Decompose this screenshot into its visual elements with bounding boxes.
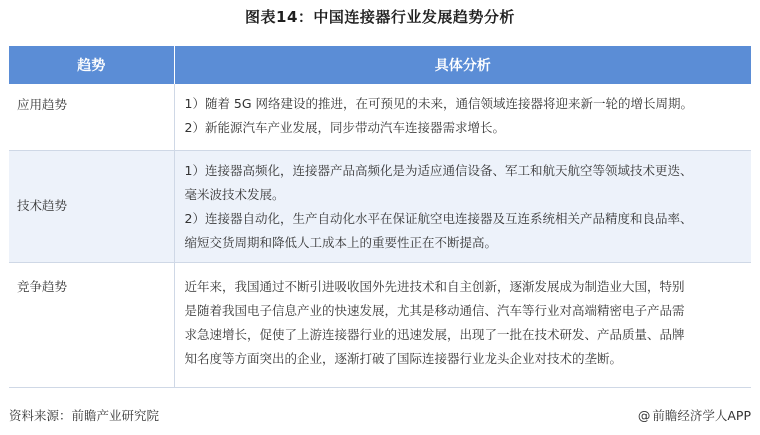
analysis-line: 缩短交货周期和降低人工成本上的重要性正在不断提高。	[184, 234, 498, 250]
trend-label: 技术趋势	[17, 197, 68, 213]
source-note: 资料来源：前瞻产业研究院	[9, 408, 160, 423]
analysis-line: 2）连接器自动化，生产自动化水平在保证航空电连接器及互连系统相关产品精度和良品率、	[184, 210, 693, 226]
analysis-line: 是随着我国电子信息产业的快速发展，尤其是移动通信、汽车等行业对高端精密电子产品需	[184, 302, 685, 318]
column-header-analysis: 具体分析	[174, 46, 751, 84]
analysis-line: 1）连接器高频化，连接器产品高频化是为适应通信设备、军工和航天航空等领域技术更迭、	[184, 162, 693, 178]
trend-label: 应用趋势	[17, 97, 68, 112]
brand-name: 前瞻经济学人APP	[652, 408, 751, 423]
at-sign-icon: @	[637, 408, 651, 423]
analysis-line: 2）新能源汽车产业发展，同步带动汽车连接器需求增长。	[184, 120, 505, 135]
trend-label: 竞争趋势	[17, 278, 68, 294]
table-row-competition	[9, 262, 751, 387]
trend-table	[9, 46, 751, 388]
table-header-row	[9, 46, 751, 84]
analysis-line: 求急速增长，促使了上游连接器行业的迅速发展，出现了一批在技术研发、产品质量、品牌	[184, 326, 685, 342]
table-row-technology	[9, 150, 751, 262]
column-header-trend: 趋势	[9, 46, 174, 84]
analysis-line: 1）随着 5G 网络建设的推进，在可预见的未来，通信领域连接器将迎来新一轮的增长周期。	[184, 96, 694, 111]
analysis-line: 知名度等方面突出的企业，逐渐打破了国际连接器行业龙头企业对技术的垄断。	[184, 350, 623, 366]
analysis-line: 毫米波技术发展。	[184, 186, 285, 202]
brand-credit	[638, 406, 751, 424]
chart-title: 图表14：中国连接器行业发展趋势分析	[245, 8, 515, 26]
analysis-line: 近年来，我国通过不断引进吸收国外先进技术和自主创新，逐渐发展成为制造业大国，特别	[184, 278, 685, 294]
table-row-application	[9, 84, 751, 150]
